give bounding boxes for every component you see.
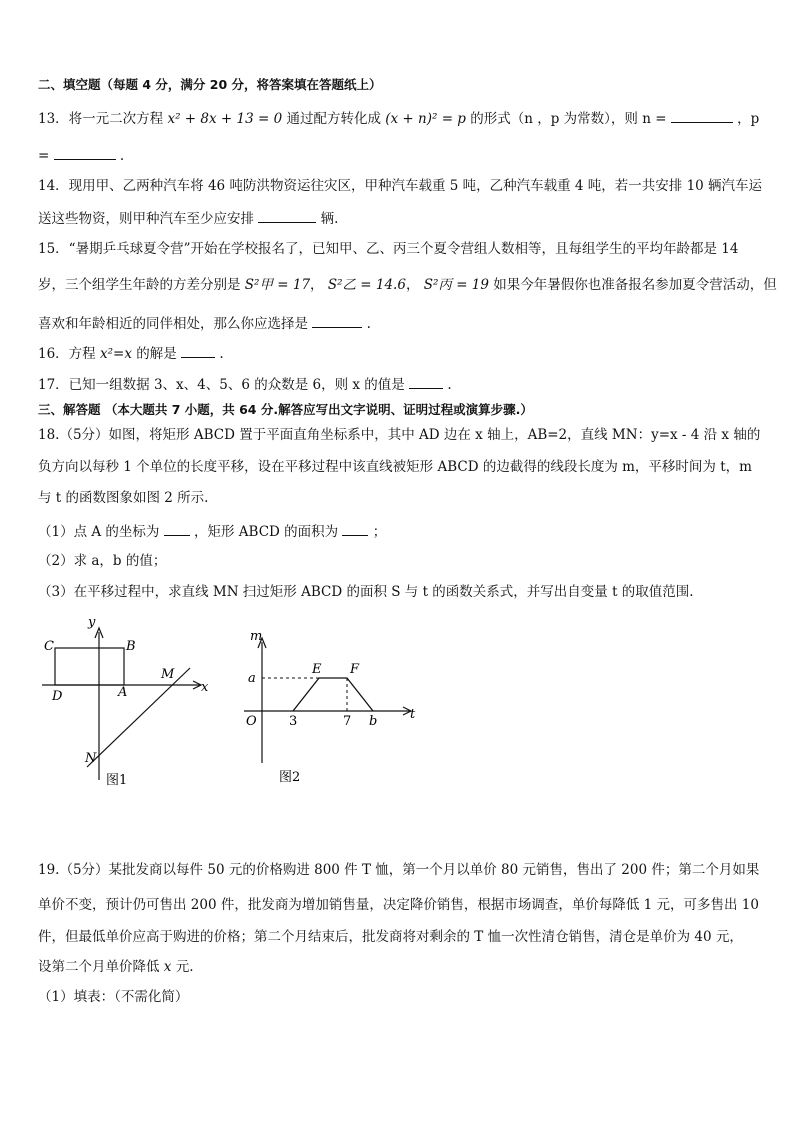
q17-prefix: 17．已知一组数据 3、x、4、5、6 的众数是 6，则 x 的值是: [38, 377, 405, 393]
fig2-label-o: O: [246, 714, 257, 729]
fig1-rectangle-abcd: [55, 648, 124, 685]
q14-line2-prefix: 送这些物资，则甲种汽车至少应安排: [38, 211, 254, 227]
fig1-label-n: N: [85, 751, 97, 766]
q15-variance-bing: S²丙 = 19: [423, 277, 489, 293]
q13-end: .: [119, 148, 125, 164]
q13-mid: 通过配方转化成: [286, 111, 381, 127]
fig1-label-m: M: [161, 667, 175, 682]
q18-sub1-suffix: ；: [372, 524, 387, 540]
q19-line4-prefix: 设第二个月单价降低: [38, 959, 160, 975]
section-3-heading: 三、解答题 （本大题共 7 小题，共 64 分.解答应写出文字说明、证明过程或演算步骤.）: [38, 402, 533, 417]
question-17: [38, 374, 452, 394]
q17-suffix: .: [447, 377, 452, 393]
question-18-sub-3: （3）在平移过程中，求直线 MN 扫过矩形 ABCD 的面积 S 与 t 的函数关系式，并写出自变量 t 的取值范围.: [38, 584, 694, 600]
question-18-sub-1: [38, 521, 386, 541]
fig2-label-f: F: [350, 662, 360, 677]
question-15-line-1: 15．“暑期乒乓球夏令营”开始在学校报名了，已知甲、乙、丙三个夏令营组人数相等，且每组学生的平均年龄都是 14: [38, 241, 739, 257]
q18-blank-point-a[interactable]: [164, 521, 190, 536]
q16-mid: 的解是: [136, 346, 177, 362]
question-14-line-1: 14．现用甲、乙两种汽车将 46 吨防洪物资运往灾区，甲种汽车载重 5 吨，乙种汽车载重 4 吨，若一共安排 10 辆汽车运: [38, 178, 763, 194]
fig2-label-b: b: [369, 714, 378, 729]
section-2-heading: 二、填空题（每题 4 分，满分 20 分，将答案填在答题纸上）: [38, 77, 382, 92]
question-15-line-2: 岁，三个组学生年龄的方差分别是 S²甲 = 17， S²乙 = 14.6， S²丙 = 19 如果今年暑假你也准备报名参加夏令营活动，但: [38, 277, 777, 293]
question-19-line-1: 19.（5分）某批发商以每件 50 元的价格购进 800 件 T 恤，第一个月以单价 80 元销售，售出了 200 件；第二个月如果: [38, 862, 760, 878]
q19-variable-x: x: [163, 959, 172, 975]
question-19-line-4: [38, 958, 194, 976]
fig1-caption: 图1: [106, 773, 128, 788]
q18-blank-area[interactable]: [342, 521, 368, 536]
fig1-label-a: A: [118, 685, 128, 700]
fig2-label-m: m: [250, 629, 263, 644]
q16-blank[interactable]: [181, 343, 215, 358]
q16-prefix: 16．方程: [38, 346, 96, 362]
question-18-line-1: 18.（5分）如图，将矩形 ABCD 置于平面直角坐标系中，其中 AD 边在 x 轴上，AB=2，直线 MN：y=x - 4 沿 x 轴的: [38, 427, 761, 443]
question-13: [38, 108, 759, 128]
q15-blank[interactable]: [312, 313, 362, 328]
fig1-label-d: D: [52, 689, 63, 704]
question-18-sub-2: （2）求 a，b 的值；: [38, 553, 167, 569]
q13-blank-n[interactable]: [671, 108, 733, 123]
fig1-line-mn: [87, 668, 190, 767]
fig2-caption: 图2: [279, 770, 301, 785]
fig2-graph-line: [293, 678, 373, 711]
q13-equation-1: x² + 8x + 13 = 0: [167, 111, 283, 127]
figure-2-function-graph: [236, 628, 422, 788]
question-18-line-2: 负方向以每秒 1 个单位的长度平移，设在平移过程中该直线被矩形 ABCD 的边截得的线段长度为 m，平移时间为 t，m: [38, 459, 752, 475]
fig2-label-3: 3: [289, 714, 298, 729]
question-19-line-2: 单价不变，预计仍可售出 200 件，批发商为增加销售量，决定降价销售，根据市场调查，单价每降低 1 元，可多售出 10: [38, 897, 759, 913]
q18-sub1-mid: ，矩形 ABCD 的面积为: [194, 524, 339, 540]
question-15-line-3: [38, 313, 371, 333]
q15-line3-suffix: .: [366, 316, 371, 332]
fig1-label-c: C: [44, 639, 54, 654]
q17-blank[interactable]: [409, 374, 443, 389]
q19-line4-suffix: 元.: [175, 959, 194, 975]
q15-line3-prefix: 喜欢和年龄相近的同伴相处，那么你应选择是: [38, 316, 308, 332]
fig1-label-x: x: [201, 680, 209, 695]
q18-sub1-prefix: （1）点 A 的坐标为: [38, 524, 160, 540]
question-13-line-2: [38, 145, 124, 165]
q13-tail: 的形式（n ，p 为常数），则 n =: [470, 111, 667, 127]
fig1-label-y: y: [88, 615, 96, 630]
fig2-label-e: E: [312, 662, 322, 677]
q16-equation: x²=x: [99, 346, 132, 362]
question-19-sub-1: （1）填表：（不需化简）: [38, 989, 189, 1005]
figure-1-rectangle-coordinate: [38, 612, 218, 790]
q15-variance-jia: S²甲 = 17: [244, 277, 311, 293]
question-19-line-3: 件，但最低单价应高于购进的价格；第二个月结束后，批发商将对剩余的 T 恤一次性清仓销售，清仓是单价为 40 元，: [38, 929, 743, 945]
q13-blank-p[interactable]: [54, 145, 116, 160]
fig1-label-b: B: [126, 639, 136, 654]
q13-prefix: 13．将一元二次方程: [38, 111, 164, 127]
q14-blank[interactable]: [258, 208, 316, 223]
fig2-label-7: 7: [343, 714, 352, 729]
question-16: [38, 343, 224, 363]
fig2-label-a: a: [248, 671, 256, 686]
q16-suffix: .: [219, 346, 224, 362]
q14-line2-suffix: 辆.: [320, 211, 339, 227]
q13-line2-prefix: =: [38, 148, 50, 164]
q15-variance-yi: S²乙 = 14.6: [327, 277, 406, 293]
q15-line2-suffix: 如果今年暑假你也准备报名参加夏令营活动，但: [493, 277, 777, 293]
q13-equation-2: (x + n)² = p: [385, 111, 466, 127]
question-14-line-2: [38, 208, 338, 228]
question-18-line-3: 与 t 的函数图象如图 2 所示.: [38, 490, 209, 506]
fig2-label-t: t: [410, 707, 416, 722]
q13-comma: ，p: [737, 111, 760, 127]
q15-line2-prefix: 岁，三个组学生年龄的方差分别是: [38, 277, 241, 293]
